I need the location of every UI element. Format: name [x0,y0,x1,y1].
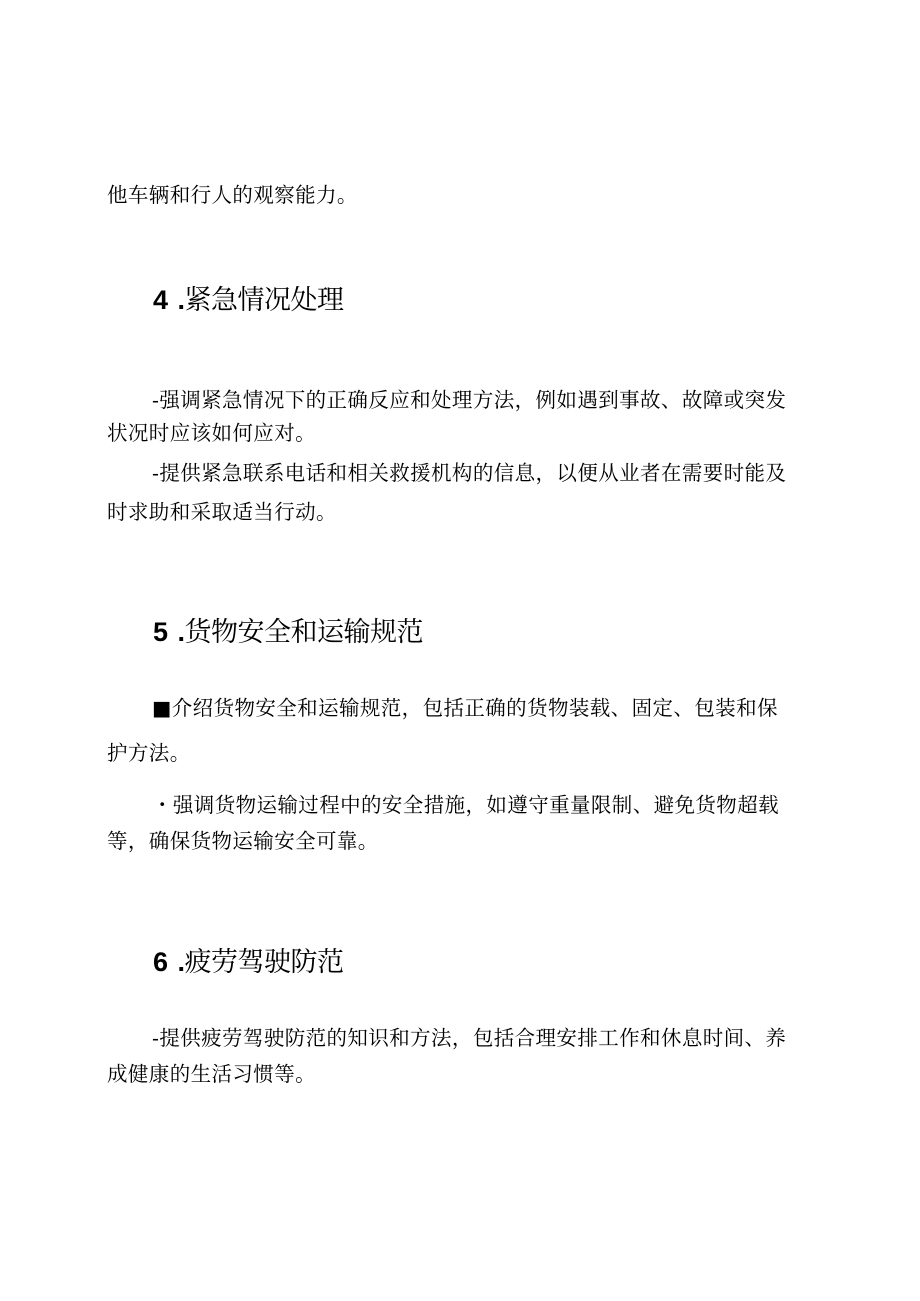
paragraph-line: ・强调货物运输过程中的安全措施，如遵守重量限制、避免货物超载 [152,793,779,817]
section-5-item-2 [107,789,825,858]
section-title: 紧急情况处理 [184,285,344,316]
section-5-heading [153,614,423,651]
section-title: 货物安全和运输规范 [184,617,424,648]
paragraph-line: 状况时应该如何应对。 [107,421,316,445]
paragraph-line: 他车辆和行人的观察能力。 [107,183,358,207]
paragraph-line: -强调紧急情况下的正确反应和处理方法，例如遇到事故、故障或突发 [152,388,787,412]
section-dot: . [177,617,185,647]
section-dot: . [177,947,185,977]
section-number: 6 [153,947,168,977]
section-4-item-1 [107,384,825,450]
paragraph-line: 护方法。 [107,741,191,765]
paragraph-line: -提供疲劳驾驶防范的知识和方法，包括合理安排工作和休息时间、养 [152,1026,787,1050]
section-6-item-1 [107,1022,825,1091]
paragraph-line: 等，确保货物运输安全可靠。 [107,829,379,853]
continuation-paragraph [107,179,825,212]
section-6-heading [153,944,344,981]
section-title: 疲劳驾驶防范 [184,947,344,978]
section-4-item-2 [107,457,825,529]
paragraph-line: ■介绍货物安全和运输规范，包括正确的货物装载、固定、包装和保 [152,696,778,720]
section-dot: . [177,285,185,315]
section-4-heading [153,282,344,319]
paragraph-line: -提供紧急联系电话和相关救援机构的信息，以便从业者在需要时能及 [152,461,787,485]
section-number: 5 [153,617,168,647]
section-number: 4 [153,285,168,315]
section-5-item-1 [107,692,825,770]
paragraph-line: 时求助和采取适当行动。 [107,500,337,524]
paragraph-line: 成健康的生活习惯等。 [107,1062,316,1086]
